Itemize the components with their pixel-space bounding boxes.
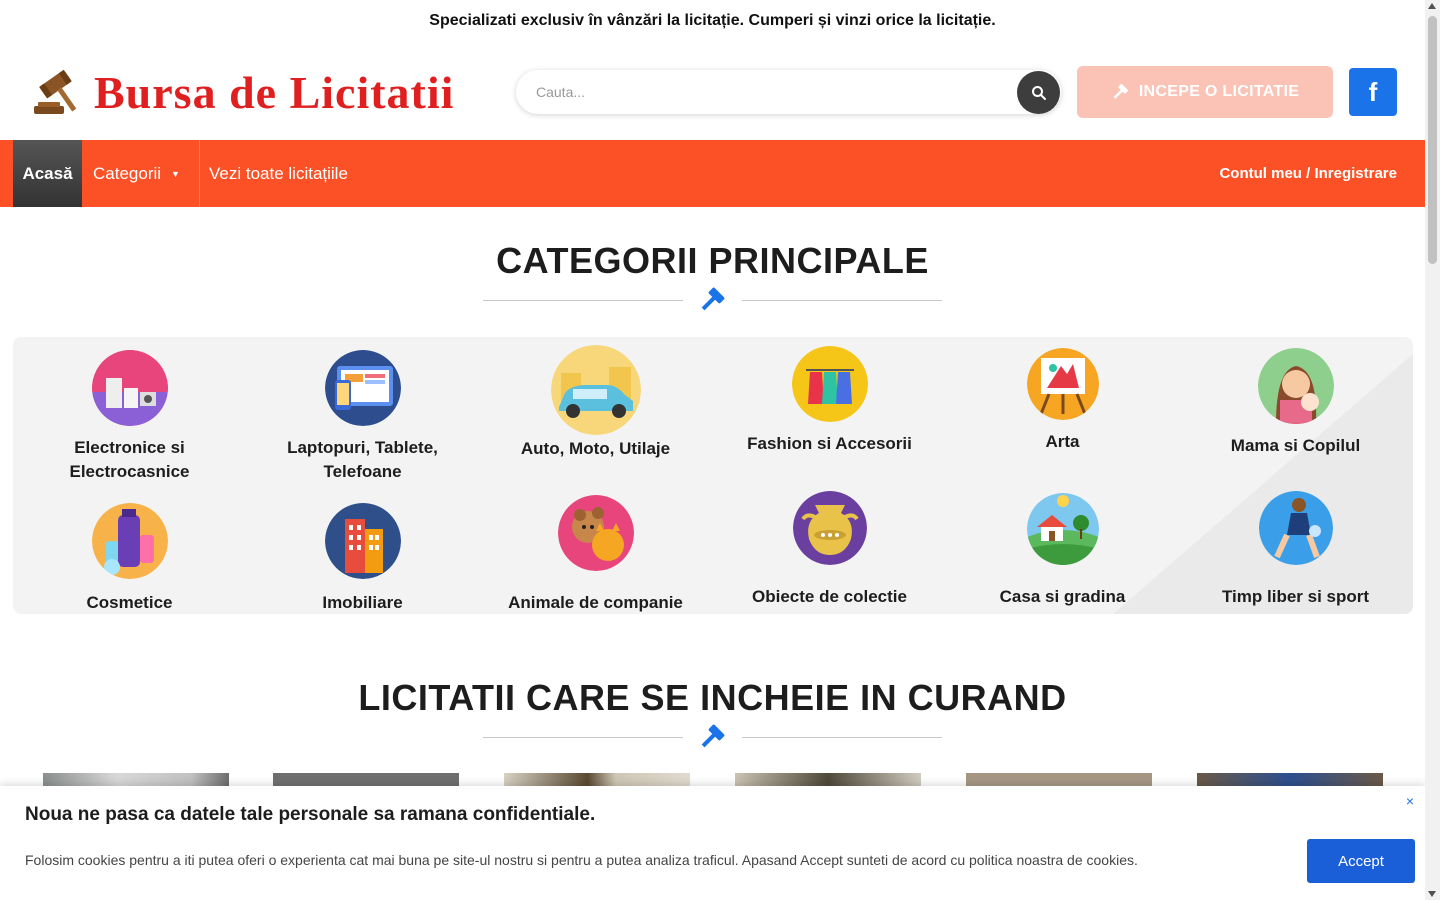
category-art[interactable]: [946, 348, 1179, 454]
gavel-icon: [698, 286, 728, 316]
gavel-logo-icon: [28, 64, 84, 120]
accept-cookies-button[interactable]: Accept: [1307, 839, 1415, 883]
nav-account[interactable]: Contul meu / Inregistrare: [1219, 165, 1397, 182]
categories-title: CATEGORII PRINCIPALE: [496, 240, 929, 281]
category-cosmetics[interactable]: [13, 503, 246, 614]
site-logo[interactable]: [28, 64, 454, 120]
scroll-down-icon[interactable]: [1428, 891, 1436, 897]
top-announcement: Specializati exclusiv în vânzări la licitație. Cumperi și vinzi orice la licitație.: [429, 12, 996, 29]
vase-icon: [793, 491, 867, 565]
nav-categories[interactable]: [82, 140, 200, 207]
nav-categories-label: Categorii: [93, 163, 162, 183]
categories-panel: [13, 337, 1413, 614]
category-sport[interactable]: [1179, 491, 1412, 609]
category-label: Fashion si Accesorii: [747, 434, 912, 453]
hammer-icon: [1111, 83, 1129, 101]
start-auction-button[interactable]: [1077, 66, 1333, 118]
runner-icon: [1259, 491, 1333, 565]
category-label: Imobiliare: [322, 593, 403, 612]
cookie-title: Noua ne pasa ca datele tale personale sa ramana confidentiale.: [25, 804, 596, 825]
category-label: Laptopuri, Tablete, Telefoane: [287, 438, 438, 481]
mother-child-icon: [1258, 348, 1334, 424]
category-label: Timp liber si sport: [1221, 587, 1370, 606]
house-garden-icon: [1027, 493, 1099, 565]
scroll-up-icon[interactable]: [1428, 3, 1436, 9]
category-label: Auto, Moto, Utilaje: [520, 439, 671, 458]
category-label: Mama si Copilul: [1230, 436, 1361, 455]
category-home-garden[interactable]: [946, 493, 1179, 609]
category-fashion[interactable]: [713, 346, 946, 456]
cookie-banner: [0, 786, 1425, 900]
devices-icon: [325, 350, 401, 426]
cosmetics-icon: [92, 503, 168, 579]
category-label: Obiecte de colectie: [752, 587, 907, 606]
category-label: Cosmetice: [86, 593, 173, 612]
category-real-estate[interactable]: [246, 503, 479, 614]
search-bar: [516, 70, 1061, 114]
title-divider: [483, 286, 942, 316]
facebook-icon: f: [1368, 76, 1378, 107]
category-devices[interactable]: [246, 350, 479, 484]
appliances-icon: [92, 350, 168, 426]
category-auto[interactable]: [479, 345, 712, 461]
caret-down-icon: ▼: [171, 168, 180, 179]
pets-icon: [558, 495, 634, 571]
search-icon: [1031, 85, 1047, 101]
category-label: Arta: [1045, 432, 1080, 451]
logo-text: Bursa de Licitatii: [94, 66, 455, 118]
start-auction-label: INCEPE O LICITATIE: [1138, 83, 1300, 100]
close-icon[interactable]: ×: [1405, 793, 1415, 809]
site-header: [0, 42, 1425, 140]
main-nav: [0, 140, 1425, 207]
ending-soon-title: LICITATII CARE SE INCHEIE IN CURAND: [358, 677, 1067, 718]
clothes-icon: [792, 346, 868, 422]
nav-home[interactable]: Acasă: [13, 140, 82, 207]
category-label: Electronice si Electrocasnice: [69, 438, 190, 481]
category-label: Animale de companie: [508, 593, 683, 612]
car-icon: [551, 345, 641, 435]
building-icon: [325, 503, 401, 579]
easel-icon: [1027, 348, 1099, 420]
page-scrollbar[interactable]: [1425, 0, 1440, 900]
cookie-text: Folosim cookies pentru a iti putea oferi o experienta cat mai buna pe site-ul nostru si pentru a putea analiza traficul. Apasand Accept sunteti de acord cu politica noastra de cookies.: [25, 852, 1138, 868]
category-collectibles[interactable]: [713, 491, 946, 609]
category-mother-child[interactable]: [1179, 348, 1412, 458]
gavel-icon: [698, 723, 728, 753]
scroll-thumb[interactable]: [1428, 16, 1437, 264]
category-label: Casa si gradina: [999, 587, 1126, 606]
search-button[interactable]: [1017, 71, 1060, 114]
title-divider: [483, 723, 942, 753]
search-input[interactable]: [516, 72, 1006, 112]
category-electronics[interactable]: [13, 350, 246, 484]
category-pets[interactable]: [479, 495, 712, 614]
nav-all-auctions[interactable]: Vezi toate licitațiile: [209, 163, 348, 183]
facebook-button[interactable]: [1349, 68, 1397, 116]
